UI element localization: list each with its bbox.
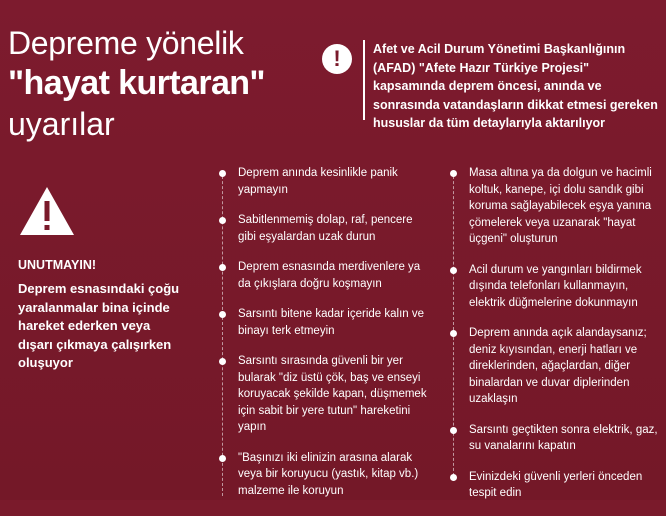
tip-item <box>447 325 666 408</box>
tip-item <box>447 262 666 312</box>
tips-column-2 <box>447 165 666 516</box>
headline-line-1: Depreme yönelik <box>8 25 244 61</box>
tip-text: "Başınızı iki elinizin arasına alarak veya bir koruyucu (yastık, kitap vb.) malzeme ile koruyun <box>238 451 419 497</box>
tip-text: Deprem esnasında merdivenlere ya da çıkışlara doğru koşmayın <box>238 261 421 290</box>
headline-line-3: uyarılar <box>8 106 115 142</box>
tip-text: Deprem anında açık alandaysanız; deniz kıyısından, enerji hatları ve direklerinden, ağaçlardan, diğer binalardan ve duvar diplerinden uzaklaşın <box>469 327 647 405</box>
tip-item <box>216 450 430 500</box>
warning-box <box>18 185 188 373</box>
bullet-icon <box>219 455 226 462</box>
bullet-icon <box>450 474 457 481</box>
bullet-icon <box>219 311 226 318</box>
tip-text: Acil durum ve yangınları bildirmek dışında telefonları kullanmayın, elektrik düğmelerine dokunmayın <box>469 263 642 309</box>
tip-item <box>216 353 430 436</box>
tip-text: Evinizdeki güvenli yerleri önceden tespit edin <box>469 470 643 499</box>
bullet-icon <box>450 267 457 274</box>
warning-title: UNUTMAYIN! <box>18 258 97 272</box>
intro-divider <box>363 40 365 120</box>
intro-text: Afet ve Acil Durum Yönetimi Başkanlığının (AFAD) "Afete Hazır Türkiye Projesi" kapsamında deprem öncesi, anında ve sonrasında vatandaşların dikkat etmesi gereken hususlar da tüm detaylarıyla aktarılıyor <box>373 42 658 130</box>
bullet-icon <box>219 358 226 365</box>
tip-item <box>216 165 430 198</box>
exclamation-circle-icon: ! <box>322 44 352 74</box>
tip-item <box>216 212 430 245</box>
tip-item <box>447 165 666 248</box>
bullet-icon <box>450 427 457 434</box>
tip-text: Sarsıntı geçtikten sonra elektrik, gaz, su vanalarını kapatın <box>469 423 658 452</box>
tip-item <box>216 306 430 339</box>
bullet-icon <box>219 170 226 177</box>
tip-item <box>447 422 666 455</box>
tip-item <box>216 259 430 292</box>
bullet-icon <box>219 217 226 224</box>
tips-column-1 <box>216 165 430 513</box>
tip-item <box>447 469 666 502</box>
bullet-icon <box>450 330 457 337</box>
tip-text: Sabitlenmemiş dolap, raf, pencere gibi eşyalardan uzak durun <box>238 214 413 243</box>
tip-text: Masa altına ya da dolgun ve hacimli koltuk, kanepe, içi dolu sandık gibi koruma sağlayabilecek eşya yanına çömelerek veya uzanarak "hayat üçgeni" oluşturun <box>469 167 652 245</box>
tip-text: Deprem anında kesinlikle panik yapmayın <box>238 167 398 196</box>
tip-text: Sarsıntı sırasında güvenli bir yer bularak "diz üstü çök, baş ve enseyi koruyacak şekilde kapan, düşmemek için sabit bir yere tutun" hareketini yapın <box>238 355 427 433</box>
tip-text: Sarsıntı bitene kadar içeride kalın ve binayı terk etmeyin <box>238 308 425 337</box>
warning-text: Deprem esnasındaki çoğu yaralanmalar bina içinde hareket ederken veya dışarı çıkmaya çalışırken oluşuyor <box>18 281 180 370</box>
bullet-icon <box>450 170 457 177</box>
bullet-icon <box>219 264 226 271</box>
headline <box>8 24 308 144</box>
headline-line-2: "hayat kurtaran" <box>8 64 265 102</box>
warning-triangle-icon <box>18 185 76 237</box>
